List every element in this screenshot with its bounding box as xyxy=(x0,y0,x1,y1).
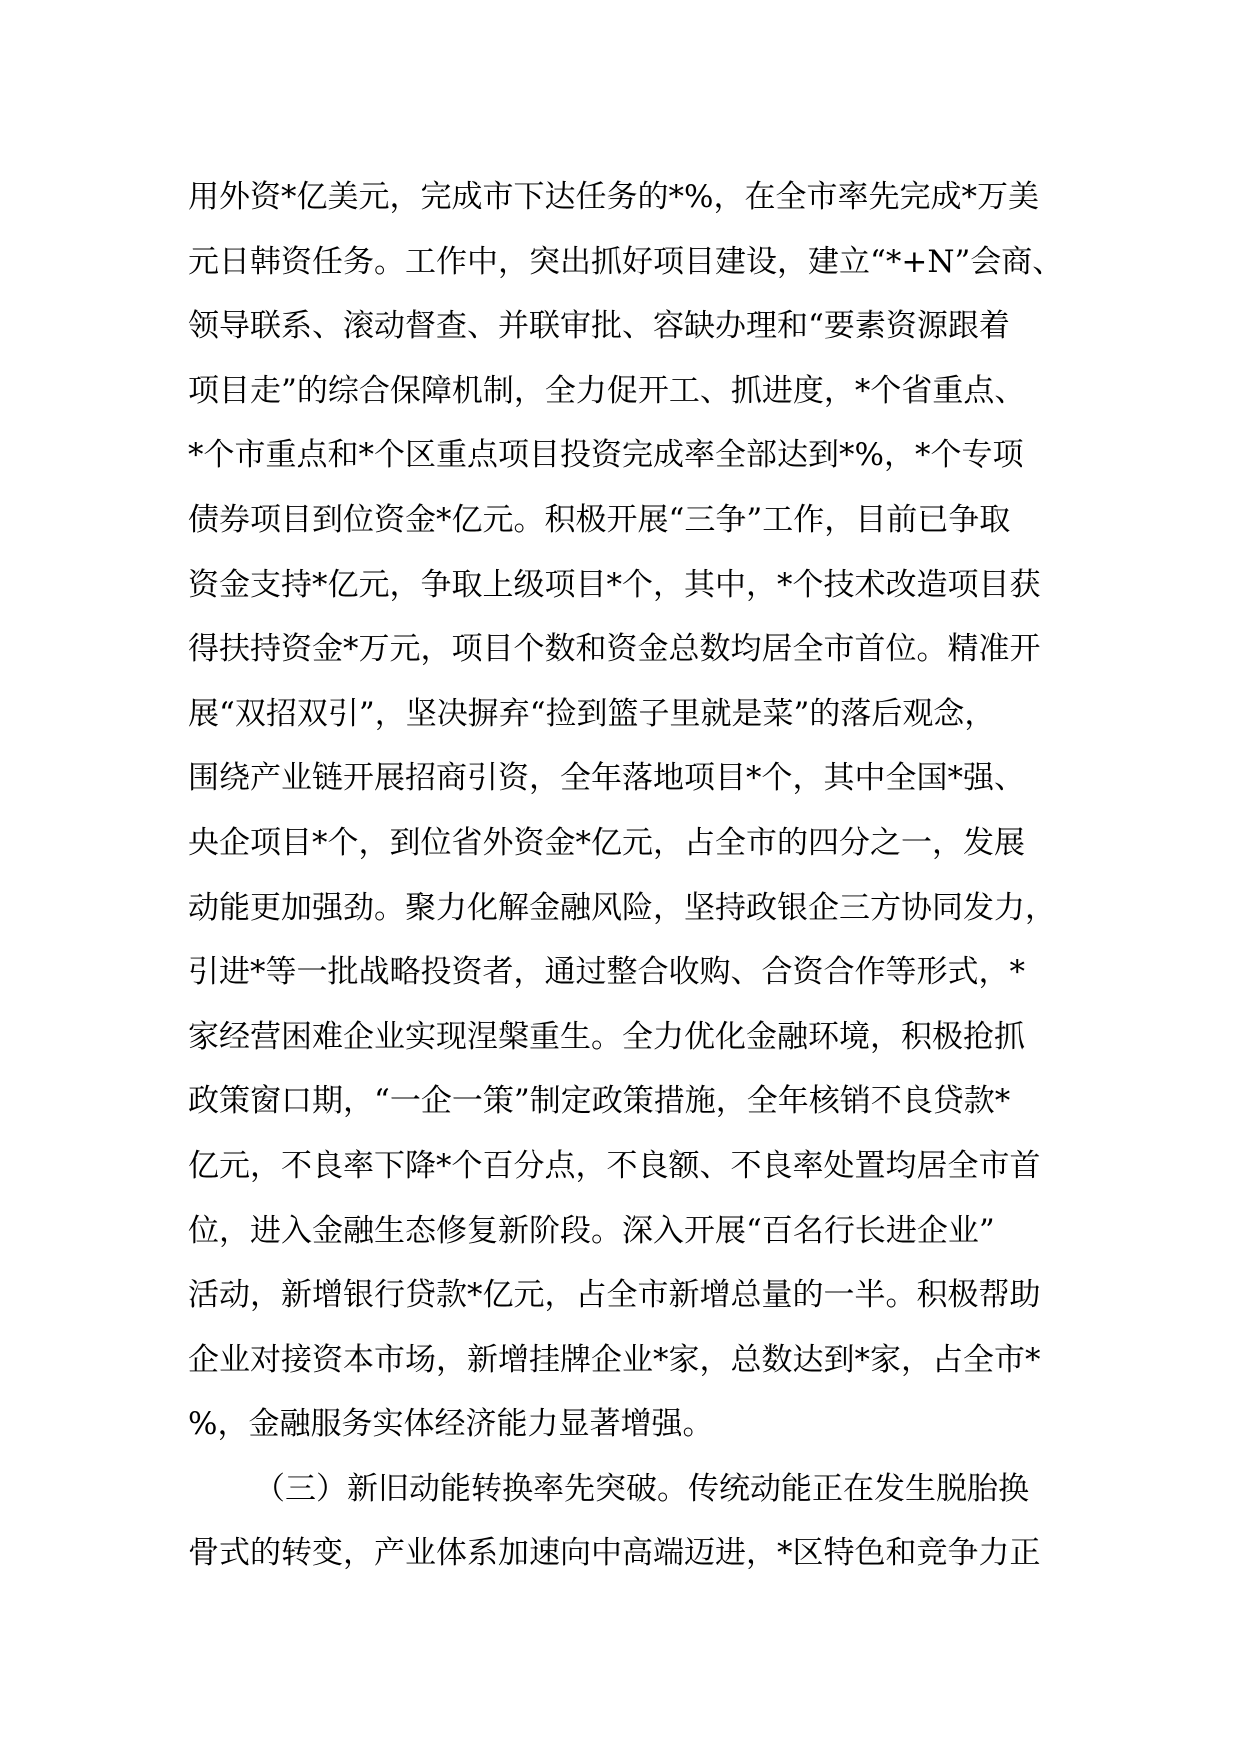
text-line: 领导联系、滚动督查、并联审批、容缺办理和“要素资源跟着 xyxy=(188,308,1010,345)
text-line: 得扶持资金*万元，项目个数和资金总数均居全市首位。精准开 xyxy=(188,631,1041,668)
text-line: %，金融服务实体经济能力显著增强。 xyxy=(188,1406,714,1443)
text-line: 活动，新增银行贷款*亿元，占全市新增总量的一半。积极帮助 xyxy=(188,1277,1041,1314)
text-line: 债券项目到位资金*亿元。积极开展“三争”工作，目前已争取 xyxy=(188,501,1011,538)
text-line: 动能更加强劲。聚力化解金融风险，坚持政银企三方协同发力， xyxy=(188,889,1056,926)
text-line: 央企项目*个，到位省外资金*亿元，占全市的四分之一，发展 xyxy=(188,824,1025,861)
section-heading-line: （三）新旧动能转换率先突破。传统动能正在发生脱胎换 xyxy=(254,1470,1029,1507)
text-line: 引进*等一批战略投资者，通过整合收购、合资合作等形式，* xyxy=(188,954,1025,991)
text-line: 位，进入金融生态修复新阶段。深入开展“百名行长进企业” xyxy=(188,1212,995,1249)
text-line: 展“双招双引”，坚决摒弃“捡到篮子里就是菜”的落后观念， xyxy=(188,695,996,732)
text-line: 政策窗口期，“一企一策”制定政策措施，全年核销不良贷款* xyxy=(188,1083,1011,1120)
text-line: 企业对接资本市场，新增挂牌企业*家，总数达到*家，占全市* xyxy=(188,1341,1041,1378)
text-line: 围绕产业链开展招商引资，全年落地项目*个，其中全国*强、 xyxy=(188,760,1025,797)
text-line: 用外资*亿美元，完成市下达任务的*%，在全市率先完成*万美 xyxy=(188,179,1039,215)
text-line: 家经营困难企业实现涅槃重生。全力优化金融环境，积极抢抓 xyxy=(188,1018,1025,1055)
text-line: 骨式的转变，产业体系加速向中高端迈进，*区特色和竞争力正 xyxy=(188,1535,1041,1572)
text-line: 元日韩资任务。工作中，突出抓好项目建设，建立“*+N”会商、 xyxy=(188,243,1064,280)
body-text xyxy=(188,165,1068,1586)
text-line: 亿元，不良率下降*个百分点，不良额、不良率处置均居全市首 xyxy=(188,1147,1041,1184)
text-line: *个市重点和*个区重点项目投资完成率全部达到*%，*个专项 xyxy=(188,437,1024,474)
text-line: 资金支持*亿元，争取上级项目*个，其中，*个技术改造项目获 xyxy=(188,566,1041,603)
text-line: 项目走”的综合保障机制，全力促开工、抓进度，*个省重点、 xyxy=(188,372,1026,409)
